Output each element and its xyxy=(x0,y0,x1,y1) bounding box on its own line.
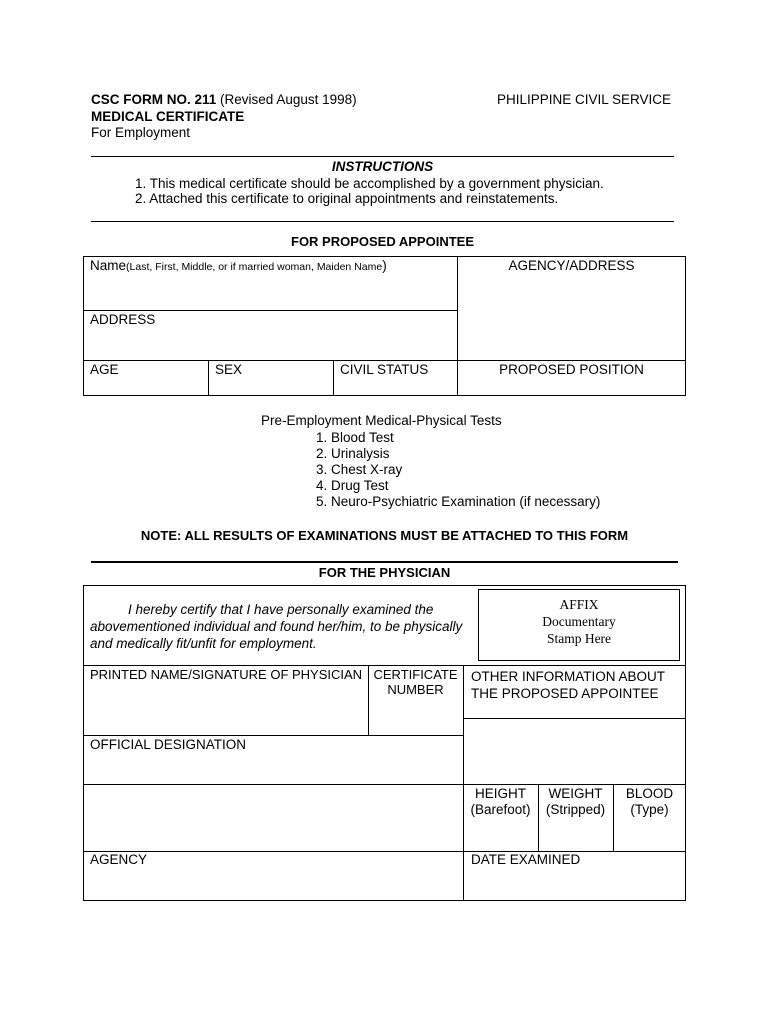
physician-agency-field[interactable]: AGENCY xyxy=(90,852,148,867)
test-item: 1. Blood Test xyxy=(316,430,394,445)
divider xyxy=(91,156,674,157)
documentary-stamp-box xyxy=(478,589,680,661)
certification-statement xyxy=(90,601,462,652)
blood-type-label: (Type) xyxy=(630,802,669,817)
height-field[interactable] xyxy=(463,786,538,818)
stamp-line: Stamp Here xyxy=(546,631,612,646)
instructions-heading: INSTRUCTIONS xyxy=(331,159,434,174)
address-field[interactable]: ADDRESS xyxy=(90,312,156,327)
blood-type-label: BLOOD xyxy=(625,786,674,801)
name-hint-close: ) xyxy=(382,258,387,273)
official-designation-field[interactable]: OFFICIAL DESIGNATION xyxy=(90,737,247,752)
weight-field[interactable] xyxy=(538,786,613,818)
test-item: 2. Urinalysis xyxy=(316,446,390,461)
sex-field[interactable]: SEX xyxy=(215,362,243,377)
form-number-line xyxy=(91,92,357,107)
physician-heading: FOR THE PHYSICIAN xyxy=(318,565,451,580)
certification-line: and medically fit/unfit for employment. xyxy=(90,636,317,651)
other-information-label: OTHER INFORMATION ABOUT xyxy=(471,669,666,684)
appointee-heading: FOR PROPOSED APPOINTEE xyxy=(291,234,474,249)
stamp-line: Documentary xyxy=(542,614,616,629)
issuing-agency: PHILIPPINE CIVIL SERVICE xyxy=(497,92,672,107)
certification-line: abovementioned individual and found her/him, to be physically xyxy=(90,619,463,634)
divider xyxy=(91,561,678,563)
name-field[interactable] xyxy=(90,258,387,273)
age-field[interactable]: AGE xyxy=(90,362,119,377)
stamp-line: AFFIX xyxy=(559,597,599,612)
height-label: (Barefoot) xyxy=(470,802,531,817)
certificate-number-label: CERTIFICATE xyxy=(373,667,458,682)
tests-heading: Pre-Employment Medical-Physical Tests xyxy=(261,413,502,428)
name-label: Name xyxy=(90,258,127,273)
revision-date: (Revised August 1998) xyxy=(220,92,357,107)
document-subtitle: For Employment xyxy=(91,125,191,140)
proposed-position-field[interactable]: PROPOSED POSITION xyxy=(499,362,644,377)
instruction-item: 2. Attached this certificate to original appointments and reinstatements. xyxy=(135,191,559,206)
name-hint: (Last, First, Middle, or if married woman, Maiden Name xyxy=(126,261,383,273)
certification-line: I hereby certify that I have personally examined the xyxy=(128,602,434,617)
certificate-number-label: NUMBER xyxy=(387,682,444,697)
test-item: 4. Drug Test xyxy=(316,478,389,493)
height-label: HEIGHT xyxy=(474,786,526,801)
agency-address-field[interactable]: AGENCY/ADDRESS xyxy=(508,258,635,273)
test-item: 3. Chest X-ray xyxy=(316,462,403,477)
test-item: 5. Neuro-Psychiatric Examination (if necessary) xyxy=(316,494,601,509)
divider xyxy=(91,221,674,222)
other-information-label: THE PROPOSED APPOINTEE xyxy=(471,686,659,701)
weight-label: WEIGHT xyxy=(548,786,603,801)
instruction-item: 1. This medical certificate should be accomplished by a government physician. xyxy=(135,176,604,191)
civil-status-field[interactable]: CIVIL STATUS xyxy=(340,362,429,377)
physician-name-signature-field[interactable]: PRINTED NAME/SIGNATURE OF PHYSICIAN xyxy=(90,667,363,682)
blood-type-field[interactable] xyxy=(613,786,686,818)
other-information-field[interactable] xyxy=(471,668,665,702)
weight-label: (Stripped) xyxy=(545,802,606,817)
form-number: CSC FORM NO. 211 xyxy=(91,92,217,107)
document-title: MEDICAL CERTIFICATE xyxy=(91,109,245,124)
certificate-number-field[interactable] xyxy=(368,667,463,697)
date-examined-field[interactable]: DATE EXAMINED xyxy=(471,852,581,867)
attachment-note: NOTE: ALL RESULTS OF EXAMINATIONS MUST BE ATTACHED TO THIS FORM xyxy=(140,528,629,543)
